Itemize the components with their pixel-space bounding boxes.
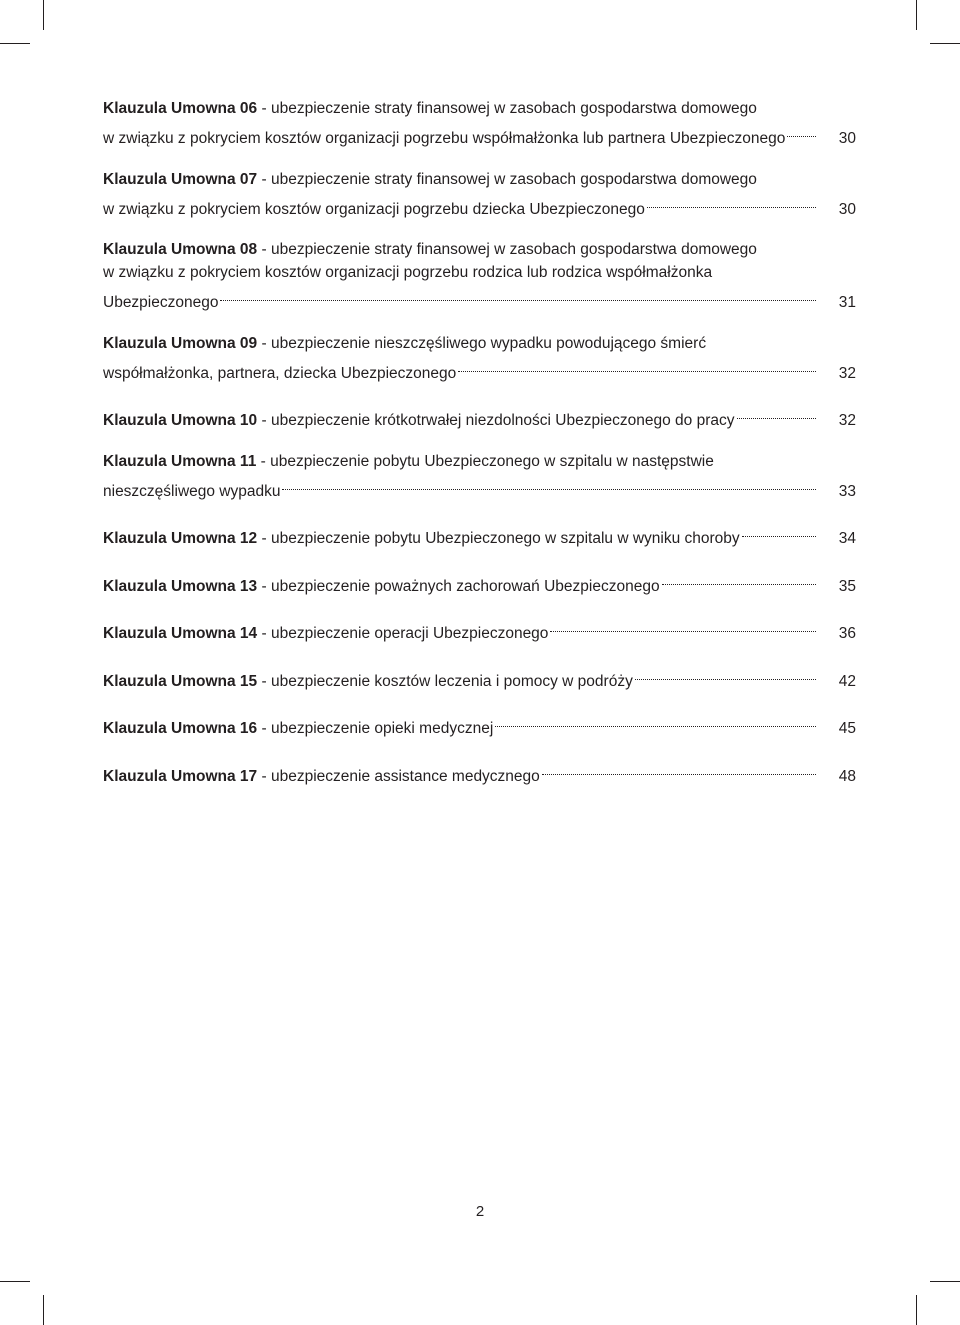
entry-last-line [103,663,856,693]
entry-text [103,127,785,150]
entry-description: - ubezpieczenie nieszczęśliwego wypadku powodującego śmierć [257,334,707,352]
toc-entry[interactable] [103,568,856,598]
crop-mark-bottom-left [43,1295,44,1325]
dot-leader [458,355,816,378]
dot-leader [647,191,816,214]
crop-mark-bottom-right [916,1295,917,1325]
entry-line [103,332,856,355]
dot-leader [635,663,816,686]
entry-last-line [103,520,856,550]
entry-last-line [103,120,856,150]
entry-page-number: 34 [838,530,856,547]
dot-leader [737,402,816,425]
crop-mark-bottom-left [0,1281,30,1282]
entry-page-number: 35 [838,577,856,595]
entry-text [103,765,540,788]
entry-description: nieszczęśliwego wypadku [103,482,281,500]
entry-description: - ubezpieczenie kosztów leczenia i pomocy w podróży [257,672,633,690]
entry-text [103,622,548,645]
crop-mark-bottom-right [930,1281,960,1282]
clause-name: Klauzula Umowna 15 [103,672,258,690]
entry-last-line [103,615,856,645]
toc-entry[interactable] [103,758,856,788]
table-of-contents [103,97,856,805]
toc-entry[interactable] [103,663,856,693]
entry-last-line [103,402,856,432]
entry-description: - ubezpieczenie assistance medycznego [257,767,540,785]
entry-page-number: 32 [838,412,856,429]
dot-leader [662,568,816,591]
entry-text [103,198,645,221]
entry-line [103,168,856,191]
entry-description: w związku z pokryciem kosztów organizacji pogrzebu dziecka Ubezpieczonego [103,200,645,218]
entry-text [103,717,493,740]
entry-last-line [103,191,856,221]
entry-text [103,409,735,432]
entry-description: - ubezpieczenie pobytu Ubezpieczonego w szpitalu w następstwie [256,452,714,470]
entry-line [103,238,856,261]
clause-name: Klauzula Umowna 07 [103,170,258,188]
entry-description: współmałżonka, partnera, dziecka Ubezpieczonego [103,364,457,382]
entry-description: w związku z pokryciem kosztów organizacji pogrzebu rodzica lub rodzica współmałżonka [103,264,713,281]
entry-text [103,291,218,314]
clause-name: Klauzula Umowna 08 [103,241,258,258]
crop-mark-top-left [43,0,44,30]
clause-name: Klauzula Umowna 11 [103,452,257,470]
entry-page-number: 42 [838,672,856,690]
dot-leader [220,284,816,307]
dot-leader [787,120,816,143]
entry-description: - ubezpieczenie operacji Ubezpieczonego [257,625,549,642]
entry-last-line [103,710,856,740]
entry-line [103,97,856,120]
clause-name: Klauzula Umowna 14 [103,625,258,642]
toc-entry[interactable] [103,450,856,503]
entry-text [103,480,280,503]
clause-name: Klauzula Umowna 06 [103,100,258,117]
toc-entry[interactable] [103,615,856,645]
entry-line [103,450,856,473]
entry-page-number: 36 [838,625,856,642]
entry-page-number: 31 [838,294,856,311]
entry-page-number: 30 [838,200,856,218]
clause-name: Klauzula Umowna 10 [103,412,258,429]
entry-text [103,527,740,550]
entry-description: - ubezpieczenie straty finansowej w zasobach gospodarstwa domowego [257,170,757,188]
dot-leader [542,758,816,781]
toc-entry[interactable] [103,238,856,314]
entry-description: - ubezpieczenie straty finansowej w zasobach gospodarstwa domowego [257,100,757,117]
entry-description: - ubezpieczenie pobytu Ubezpieczonego w szpitalu w wyniku choroby [257,530,740,547]
entry-last-line [103,568,856,598]
crop-mark-top-right [916,0,917,30]
dot-leader [282,473,816,496]
dot-leader [742,520,816,543]
toc-entry[interactable] [103,520,856,550]
entry-line [103,261,856,284]
entry-text [103,362,456,385]
page-number: 2 [475,1203,485,1220]
entry-last-line [103,355,856,385]
toc-entry[interactable] [103,97,856,150]
clause-name: Klauzula Umowna 13 [103,577,258,595]
entry-page-number: 33 [838,482,856,500]
entry-description: - ubezpieczenie poważnych zachorowań Ubezpieczonego [257,577,660,595]
entry-last-line [103,473,856,503]
entry-description: - ubezpieczenie straty finansowej w zasobach gospodarstwa domowego [257,241,757,258]
entry-description: Ubezpieczonego [103,294,219,311]
crop-mark-top-right [930,43,960,44]
clause-name: Klauzula Umowna 12 [103,530,258,547]
entry-text [103,575,660,598]
toc-entry[interactable] [103,332,856,385]
entry-page-number: 32 [838,364,856,382]
entry-text [103,670,633,693]
entry-last-line [103,758,856,788]
clause-name: Klauzula Umowna 17 [103,767,258,785]
clause-name: Klauzula Umowna 16 [103,720,258,737]
entry-page-number: 48 [838,767,856,785]
entry-last-line [103,284,856,314]
entry-description: - ubezpieczenie krótkotrwałej niezdolności Ubezpieczonego do pracy [257,412,735,429]
clause-name: Klauzula Umowna 09 [103,334,258,352]
toc-entry[interactable] [103,402,856,432]
toc-entry[interactable] [103,710,856,740]
dot-leader [495,710,816,733]
entry-page-number: 45 [838,720,856,737]
dot-leader [550,615,816,638]
crop-mark-top-left [0,43,30,44]
entry-page-number: 30 [838,130,856,147]
toc-entry[interactable] [103,168,856,221]
entry-description: w związku z pokryciem kosztów organizacji pogrzebu współmałżonka lub partnera Ubezpieczonego [103,130,786,147]
entry-description: - ubezpieczenie opieki medycznej [257,720,494,737]
